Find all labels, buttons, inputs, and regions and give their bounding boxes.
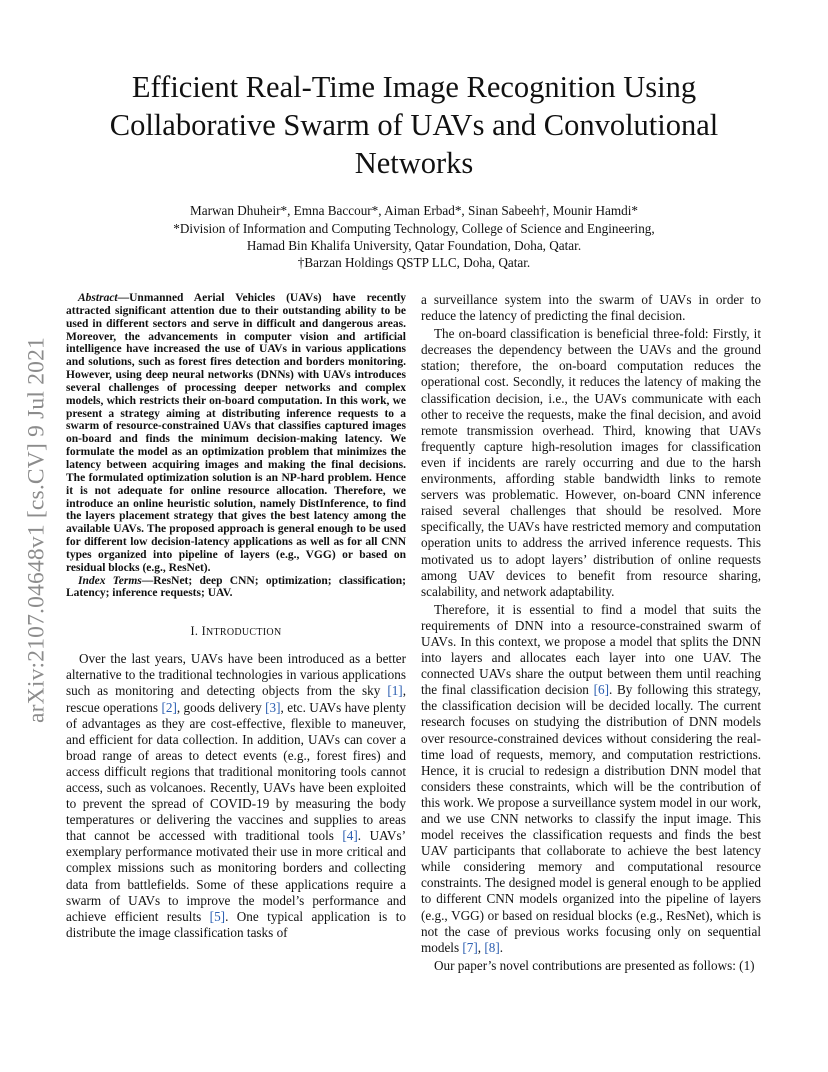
text-span: . One typical application is to distribute the image classification tasks of — [66, 908, 406, 940]
paper-title: Efficient Real-Time Image Recognition Using Collaborative Swarm of UAVs and Convolutional Networks — [109, 70, 719, 180]
arxiv-sidebar — [22, 300, 52, 760]
intro-paragraph-2: The on-board classification is beneficial three-fold: Firstly, it decreases the dependency between the UAVs and the ground station; therefore, the on-board computation reduces the operational cost. Secondly, it reduces the latency of making the classification decision, i.e., the UAVs communicate with each other to receive the requests, make the final decision, and avoid remote transmission overhead. Third, knowing that UAVs frequently capture high-resolution images for classification even if incidents are rarely occurring and due to the harsh environments, affording stable bandwidth links to remote servers was problematic. However, on-board CNN inference raised several challenges that should be resolved. More specifically, the UAVs have restricted memory and computation operation units to address the arrived inference requests. This motivated us to adopt layers’ distribution of online requests among UAV devices to benefit from resource sharing, scalability, and network adaptability. — [421, 326, 761, 599]
index-terms-text: —ResNet; deep CNN; optimization; classification; Latency; inference requests; UAV. — [66, 574, 406, 600]
citation-link[interactable]: [2] — [161, 699, 177, 715]
affiliation-line-1: *Division of Information and Computing Technology, College of Science and Engineering, — [173, 221, 655, 236]
section-heading-introduction — [66, 624, 406, 639]
intro-paragraph-3 — [421, 602, 761, 956]
text-span: Over the last years, UAVs have been introduced as a better alternative to the traditional technologies in various applications such as monitoring and detecting objects from the sky — [66, 651, 406, 699]
index-terms — [66, 575, 406, 601]
text-span: , — [477, 939, 485, 955]
text-span: , goods delivery — [176, 699, 266, 715]
text-span: , etc. UAVs have plenty of advantages as they are cost-effective, flexible to maneuver, and efficient for data collection. In addition, UAVs can cover a broad range of areas to detect events (e.g., forest fires) and access difficult regions that traditional monitoring tools cannot access, such as volcanoes. Recently, UAVs have been exploited to prevent the spread of COVID-19 by measuring the body temperatures or delivering the vaccines and supplies to areas that cannot be accessed with traditional tools — [66, 699, 406, 844]
section-title-initial: I — [201, 624, 206, 639]
intro-paragraph-1 — [66, 651, 406, 941]
left-column — [66, 292, 406, 941]
intro-paragraph-4: Our paper’s novel contributions are presented as follows: (1) — [434, 957, 755, 973]
section-number: I. — [190, 624, 199, 639]
continuation-paragraph: a surveillance system into the swarm of UAVs in order to reduce the latency of predicting the final decision. — [421, 292, 761, 324]
index-terms-label: Index Terms — [78, 574, 142, 587]
abstract — [66, 292, 406, 575]
citation-link[interactable]: [1] — [387, 683, 403, 699]
citation-link[interactable]: [8] — [484, 939, 500, 955]
author-names: Marwan Dhuheir*, Emna Baccour*, Aiman Erbad*, Sinan Sabeeh†, Mounir Hamdi* — [190, 203, 638, 218]
citation-link[interactable]: [5] — [209, 908, 226, 924]
citation-link[interactable]: [6] — [593, 682, 609, 698]
text-span: . UAVs’ exemplary performance motivated their use in more critical and complex missions such as monitoring borders and collecting data from battlefields. Some of these applications require a swarm of UAVs to improve the model’s performance and achieve efficient results — [66, 828, 406, 924]
text-span: . By following this strategy, the classification decision will be decided locally. The current research focuses on studying the distribution of DNN models over resource-constrained devices without considering the real-time load of requests, memory, and computation restrictions. Hence, it is crucial to redesign a distribution DNN model that considers these constraints, which will be the contribution of this work. We propose a surveillance system model in our work, and we use CNN networks to classify the input image. This model receives the classification requests and finds the best UAV participants that collaborate to achieve the best latency while considering memory and computational resource constraints. The designed model is general enough to be applied to different CNN models organized into the pipeline of layers (e.g., VGG) or based on residual blocks (e.g., ResNet), which is not the case of previous works focusing only on sequential models — [421, 682, 761, 955]
citation-link[interactable]: [3] — [265, 699, 281, 715]
citation-link[interactable]: [4] — [342, 828, 358, 844]
affiliation-line-3: †Barzan Holdings QSTP LLC, Doha, Qatar. — [297, 255, 531, 270]
text-span: . — [499, 939, 504, 955]
section-title-rest: NTRODUCTION — [205, 627, 282, 639]
text-span: , rescue operations — [66, 683, 406, 715]
citation-link[interactable]: [7] — [462, 939, 478, 955]
right-column — [421, 292, 761, 976]
arxiv-identifier: arXiv:2107.04648v1 [cs.CV] 9 Jul 2021 — [23, 337, 50, 723]
text-span: Therefore, it is essential to find a model that suits the requirements of DNN into a resource-constrained swarm of UAVs. In this context, we propose a model that splits the DNN into layers and allocates each layer into one UAV. The connected UAVs share the output between them until reaching the final classification decision — [421, 601, 761, 698]
abstract-label: Abstract — [78, 292, 118, 304]
author-block — [60, 202, 768, 271]
abstract-text: —Unmanned Aerial Vehicles (UAVs) have recently attracted significant attention due to their outstanding ability to be used in different sectors and serve in difficult and dangerous areas. Moreover, the advancements in computer vision and artificial intelligence have increased the use of UAVs in various applications and solutions, such as forest fires detection and borders monitoring. However, using deep neural networks (DNNs) with UAVs introduces several challenges of processing deeper networks and complex models, which restricts their on-board computation. In this work, we present a strategy aiming at distributing inference requests to a swarm of resource-constrained UAVs that classifies captured images on-board and finds the minimum decision-making latency. We formulate the model as an optimization problem that minimizes the latency between acquiring images and making the final decisions. The formulated optimization solution is an NP-hard problem. Hence it is not adequate for online resource allocation. Therefore, we introduce an online heuristic solution, namely DistInference, to find the layers placement strategy that gives the best latency among the available UAVs. The proposed approach is general enough to be used for different low decision-latency applications as well as for all CNN types organized into pipeline of layers (e.g., VGG) or based on residual blocks (e.g., ResNet). — [66, 292, 406, 574]
affiliation-line-2: Hamad Bin Khalifa University, Qatar Foundation, Doha, Qatar. — [246, 238, 582, 253]
